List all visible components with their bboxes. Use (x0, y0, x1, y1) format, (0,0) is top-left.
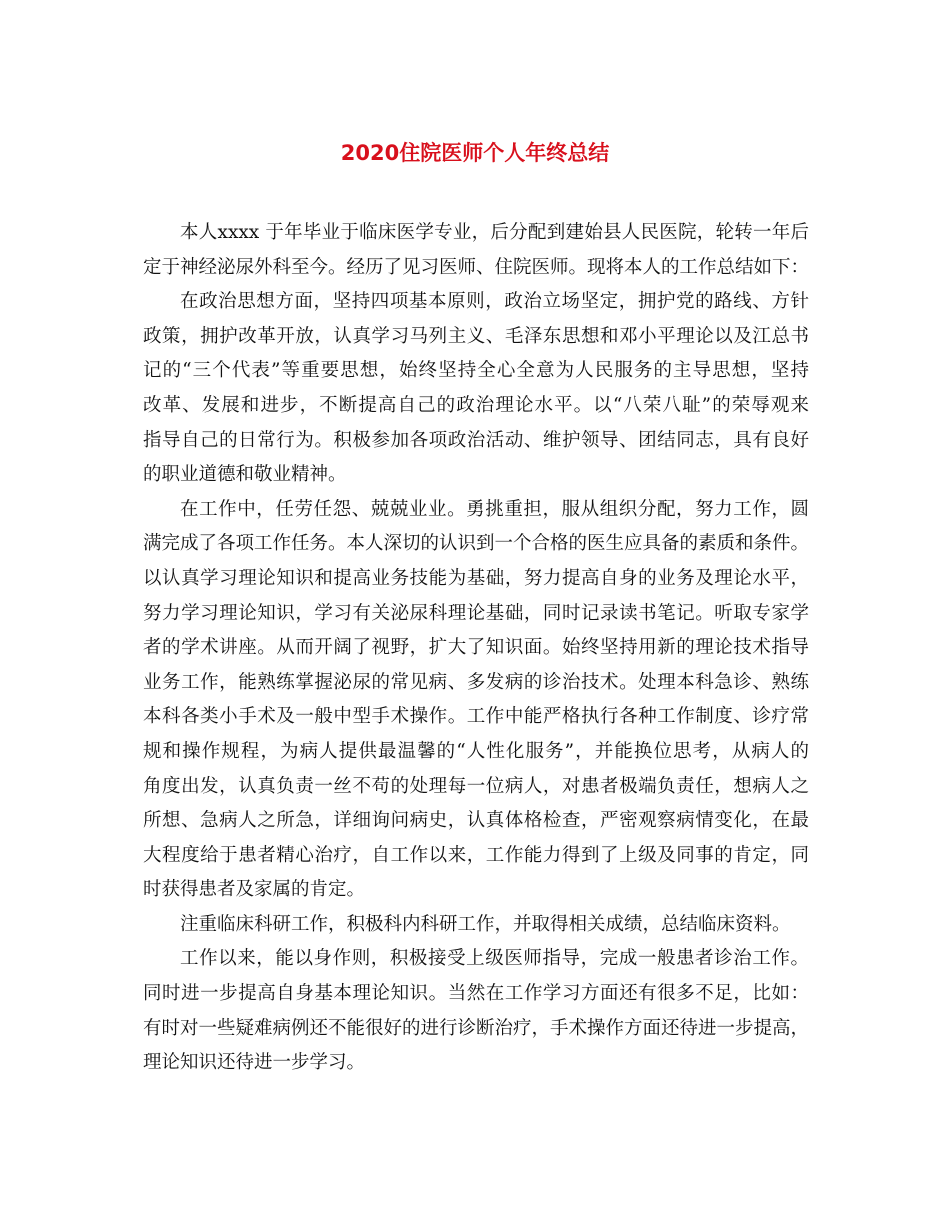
text-line: 同时进一步提高自身基本理论知识。当然在工作学习方面还有很多不足，比如： (143, 983, 809, 1005)
text-line: 记的“三个代表”等重要思想，始终坚持全心全意为人民服务的主导思想，坚持 (143, 360, 809, 382)
paragraph-intro (143, 216, 809, 285)
text-line: 本人xxxx 于年毕业于临床医学专业，后分配到建始县人民医院，轮转一年后 (180, 222, 809, 243)
text-line: 规和操作规程，为病人提供最温馨的“人性化服务”，并能换位思考，从病人的 (143, 740, 809, 762)
text-line: 工作以来，能以身作则，积极接受上级医师指导，完成一般患者诊治工作。 (180, 948, 809, 970)
text-line: 大程度给于患者精心治疗，自工作以来，工作能力得到了上级及同事的肯定，同 (143, 844, 809, 866)
text-line: 时获得患者及家属的肯定。 (143, 879, 366, 901)
text-line: 者的学术讲座。从而开阔了视野，扩大了知识面。始终坚持用新的理论技术指导 (143, 637, 809, 659)
text-line: 指导自己的日常行为。积极参加各项政治活动、维护领导、团结同志，具有良好 (143, 429, 809, 451)
text-line: 注重临床科研工作，积极科内科研工作，并取得相关成绩，总结临床资料。 (180, 913, 791, 935)
document-body (143, 216, 809, 1081)
text-line: 角度出发，认真负责一丝不苟的处理每一位病人，对患者极端负责任，想病人之 (143, 775, 809, 797)
text-line: 在政治思想方面，坚持四项基本原则，政治立场坚定，拥护党的路线、方针 (180, 291, 809, 313)
document-title: 2020住院医师个人年终总结 (340, 141, 610, 165)
text-line: 业务工作，能熟练掌握泌尿的常见病、多发病的诊治技术。处理本科急诊、熟练 (143, 671, 809, 693)
text-line: 政策，拥护改革开放，认真学习马列主义、毛泽东思想和邓小平理论以及江总书 (143, 325, 809, 347)
text-line: 在工作中，任劳任怨、兢兢业业。勇挑重担，服从组织分配，努力工作，圆 (180, 498, 809, 520)
text-line: 以认真学习理论知识和提高业务技能为基础，努力提高自身的业务及理论水平， (143, 567, 809, 589)
text-line: 定于神经泌尿外科至今。经历了见习医师、住院医师。现将本人的工作总结如下： (143, 256, 810, 278)
paragraph-conclusion (143, 942, 809, 1080)
text-line: 的职业道德和敬业精神。 (143, 464, 347, 486)
text-line: 所想、急病人之所急，详细询问病史，认真体格检查，严密观察病情变化，在最 (143, 810, 809, 832)
paragraph-research (143, 908, 809, 943)
text-line: 有时对一些疑难病例还不能很好的进行诊断治疗，手术操作方面还待进一步提高， (143, 1017, 810, 1039)
text-line: 努力学习理论知识，学习有关泌尿科理论基础，同时记录读书笔记。听取专家学 (143, 602, 809, 624)
text-line: 改革、发展和进步，不断提高自己的政治理论水平。以“八荣八耻”的荣辱观来 (143, 394, 809, 416)
paragraph-work (143, 493, 809, 908)
text-line: 理论知识还待进一步学习。 (143, 1052, 366, 1074)
text-line: 本科各类小手术及一般中型手术操作。工作中能严格执行各种工作制度、诊疗常 (143, 706, 809, 728)
text-line: 满完成了各项工作任务。本人深切的认识到一个合格的医生应具备的素质和条件。 (143, 533, 810, 555)
paragraph-political (143, 285, 809, 493)
